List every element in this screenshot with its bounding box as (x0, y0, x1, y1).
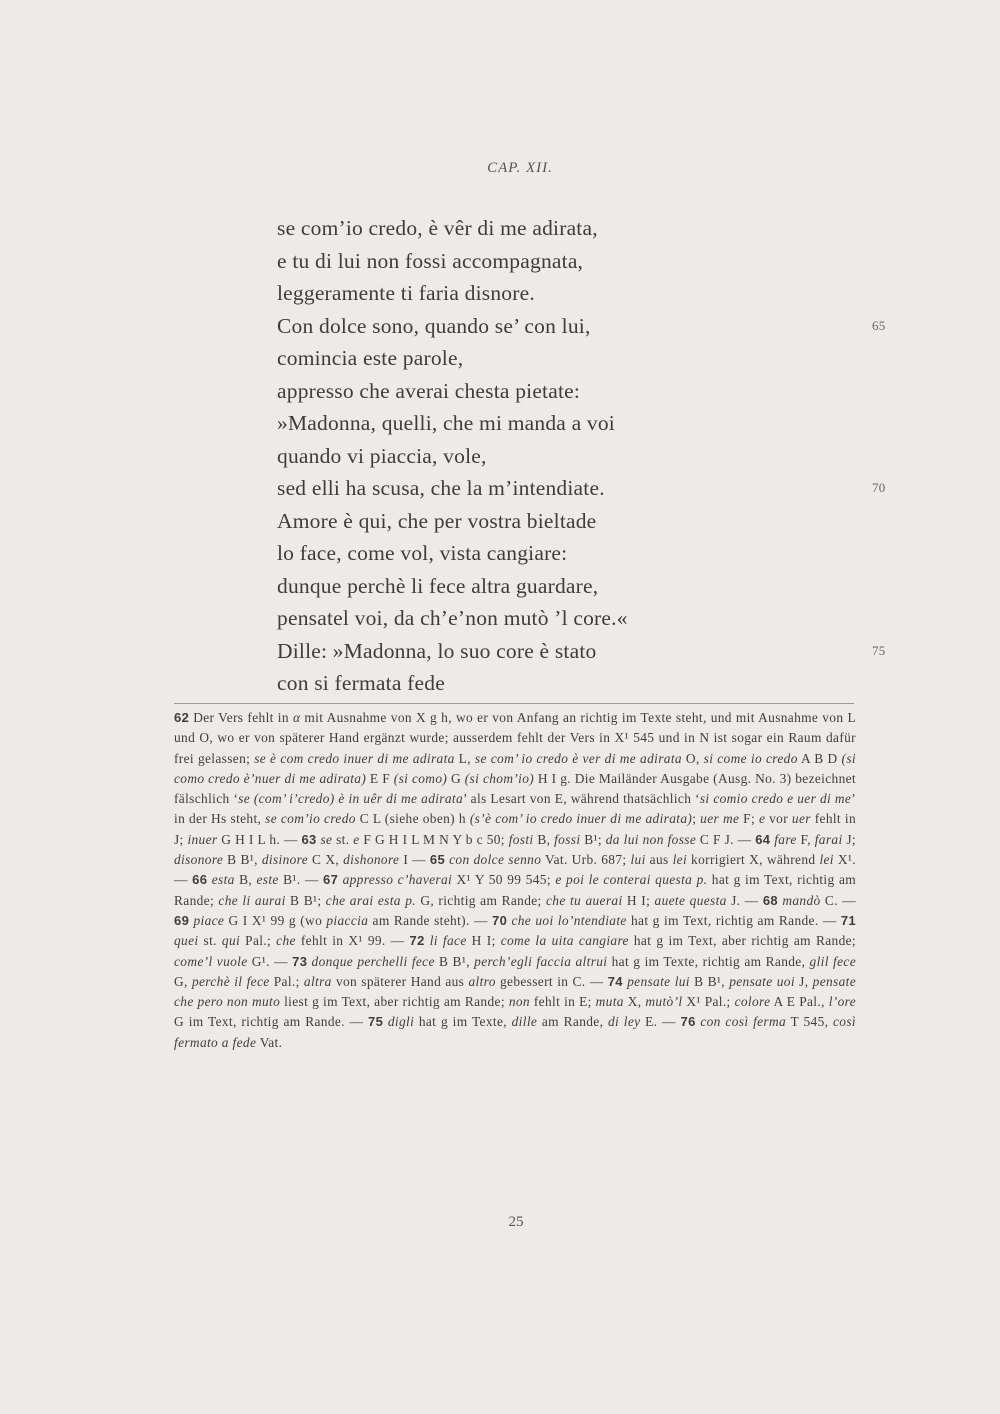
note-text: B, (533, 831, 555, 847)
note-text: gebessert in C. — (495, 973, 608, 989)
verse-text: e tu di lui non fossi accompagnata, (277, 248, 584, 273)
note-text: B B¹, (434, 953, 475, 969)
note-reading: dishonore (343, 852, 400, 868)
verse-text: dunque perchè li fece altra guardare, (277, 573, 599, 598)
verse-line (277, 342, 897, 375)
note-reading: muta (595, 994, 624, 1010)
note-reading: pensate lui (627, 973, 690, 989)
note-reading: uer (791, 811, 811, 827)
note-text: X¹ Y 50 99 545; (452, 872, 556, 888)
note-text: Vat. (256, 1034, 283, 1050)
note-text: G, (174, 973, 192, 989)
note-text: G H I L h. — (217, 831, 302, 847)
verse-text: appresso che averai chesta pietate: (277, 378, 581, 403)
note-text: G im Text, richtig am Rande. — (174, 1014, 368, 1030)
verse-line (277, 375, 897, 408)
note-text: am Rande, (537, 1014, 608, 1030)
note-reading: α (292, 710, 301, 725)
note-text: B, (234, 872, 257, 888)
note-text: C L (siehe oben) h (355, 811, 470, 827)
note-text: Pal.; (240, 933, 277, 949)
note-text: F, (796, 831, 815, 847)
note-text: X¹ Pal.; (682, 994, 735, 1010)
note-text: F; (739, 811, 759, 827)
line-number: 70 (872, 480, 886, 495)
note-reading: (si chom’io) (464, 770, 535, 786)
note-reading: donque perchelli fece (311, 953, 435, 969)
note-reading: esta (211, 872, 235, 888)
line-number: 65 (872, 317, 886, 333)
note-text: J, (794, 973, 813, 989)
note-text: Pal.; (269, 973, 304, 989)
note-reading: così fermato a fede (174, 1014, 856, 1050)
note-reading: se com’io credo (265, 811, 356, 827)
note-text: st. (198, 933, 222, 949)
note-reading: li face (429, 933, 467, 949)
note-reading: este (256, 872, 279, 888)
note-line-ref: 66 (192, 872, 208, 888)
note-reading: perchè il fece (191, 973, 270, 989)
verse-line (277, 667, 897, 700)
note-reading: lei (672, 852, 688, 868)
note-reading: e poi le conterai questa p. (555, 872, 708, 888)
note-text: am Rande steht). — (368, 912, 492, 928)
note-reading: farai (814, 831, 843, 847)
note-text: fehlt in X¹ 99. — (295, 933, 410, 949)
note-reading: se (320, 831, 333, 847)
note-text: T 545, (786, 1014, 834, 1030)
note-text: ; (692, 811, 701, 827)
note-text: O, (681, 750, 704, 766)
note-text: B B¹; (285, 892, 326, 908)
verse-text: lo face, come vol, vista cangiare: (277, 541, 568, 565)
verse-text: »Madonna, quelli, che mi manda a voi (277, 411, 615, 435)
note-reading: mandò (782, 892, 821, 908)
note-text: C X, (308, 852, 344, 868)
note-reading: disonore (174, 852, 224, 868)
note-line-ref: 65 (429, 852, 446, 868)
note-text: E F (366, 770, 394, 786)
verse-text: con si fermata fede (277, 671, 445, 695)
note-reading: (s’è com’ io credo inuer di me adirata) (469, 811, 693, 827)
note-text: H I; (466, 933, 501, 949)
note-reading: (si como) (393, 770, 448, 786)
note-reading: altro (468, 973, 496, 989)
note-reading: come’l vuole (174, 953, 248, 969)
note-reading: l’ore (828, 994, 856, 1010)
note-line-ref: 70 (491, 912, 508, 928)
note-text: st. (332, 831, 354, 847)
note-line-ref: 75 (367, 1014, 384, 1030)
note-text: A E Pal., (770, 994, 829, 1010)
note-reading: dille (511, 1014, 538, 1030)
note-text: B B¹, (689, 973, 730, 989)
note-text: J; (842, 831, 856, 847)
note-reading: non (508, 994, 530, 1010)
note-reading: lei (819, 852, 834, 868)
note-reading: come la uita cangiare (500, 933, 629, 949)
note-text: G¹. — (247, 953, 293, 969)
note-reading: glil fece (809, 953, 857, 969)
verse-block (277, 212, 897, 700)
verse-text: quando vi piaccia, vole, (277, 443, 487, 468)
verse-text: pensatel voi, da ch’e’non mutò ’l core.« (277, 606, 628, 630)
note-text: korrigiert X, während (687, 852, 820, 868)
note-text: fehlt in J; (174, 811, 857, 847)
note-text: I — (399, 852, 430, 868)
note-line-ref: 72 (409, 933, 425, 949)
verse-line (277, 440, 897, 473)
note-text: ’ in der Hs steht, (174, 791, 857, 827)
verse-line (277, 537, 897, 570)
verse-line (277, 245, 897, 278)
verse-line (277, 310, 897, 343)
verse-line (277, 505, 897, 538)
note-reading: piace (193, 912, 225, 928)
note-reading: che uoi lo’ntendiate (511, 912, 627, 928)
note-reading: se (com’ i’credo) è in uêr di me adirata (238, 791, 464, 807)
note-text: hat g im Text, richtig am Rande. — (626, 912, 841, 928)
note-reading: lui (630, 852, 646, 868)
note-text: X¹. — (174, 852, 856, 888)
note-reading: appresso c’haverai (342, 872, 453, 888)
note-reading: con così ferma (700, 1014, 787, 1030)
note-reading: pensate uoi (729, 973, 795, 989)
note-text: B¹; (580, 831, 606, 847)
note-reading: si comio credo e uer di me (699, 791, 852, 807)
note-text: B¹. — (278, 872, 324, 888)
note-reading: che li aurai (218, 892, 286, 908)
note-text: B B¹, (223, 852, 262, 868)
note-text: H I; (622, 892, 655, 908)
note-text: mit Ausnahme von X g h, wo er von Anfang an richtig im Texte steht, und mit Ausnahme von L und O, wo er von späterer Hand ergänzt wurde; ausserdem fehlt der Vers in X¹ 545 und in N ist sogar ein Raum dafür frei gelassen; (174, 710, 856, 766)
verse-text: sed elli ha scusa, che la m’intendiate. (277, 476, 605, 500)
note-text: L, (454, 750, 475, 766)
note-text: G, richtig am Rande; (415, 892, 546, 908)
note-text: G (447, 770, 465, 786)
note-reading: che arai esta p. (325, 892, 416, 908)
note-text: X, (623, 994, 646, 1010)
verse-text: Amore è qui, che per vostra bieltade (277, 508, 597, 533)
note-reading: fosti (508, 831, 534, 847)
verse-text: comincia este parole, (277, 346, 464, 370)
note-reading: se com’ io credo è ver di me adirata (474, 750, 682, 766)
verse-line (277, 212, 897, 245)
note-reading: mutò’l (645, 994, 683, 1010)
note-line-ref: 68 (762, 892, 778, 908)
note-line-ref: 63 (301, 831, 317, 847)
note-text: hat g im Texte, richtig am Rande, (607, 953, 810, 969)
note-reading: con dolce senno (449, 852, 542, 868)
note-text: Vat. Urb. 687; (541, 852, 631, 868)
note-reading: inuer (187, 831, 218, 847)
verse-line (277, 277, 897, 310)
critical-apparatus (174, 708, 856, 1053)
note-text: fehlt in E; (529, 994, 596, 1010)
page-number: 25 (508, 1214, 524, 1230)
note-reading: digli (387, 1014, 415, 1030)
note-reading: perch’egli faccia altrui (474, 953, 608, 969)
running-head: CAP. XII. (487, 160, 553, 176)
note-line-ref: 62 (174, 710, 190, 725)
verse-line (277, 635, 897, 668)
verse-text: se com’io credo, è vêr di me adirata, (277, 216, 598, 240)
verse-text: leggeramente ti faria disnore. (277, 281, 535, 305)
footnote-divider (174, 703, 854, 704)
note-line-ref: 74 (607, 973, 623, 989)
note-line-ref: 69 (174, 912, 190, 928)
note-text: hat g im Text, richtig am Rande; (174, 872, 857, 908)
verse-line (277, 602, 897, 635)
note-reading: pensate che pero non muto (174, 973, 857, 1010)
verse-text: Dille: »Madonna, lo suo core è stato (277, 638, 597, 663)
note-text: hat g im Texte, (414, 1014, 512, 1030)
note-reading: che (276, 933, 296, 949)
note-text: C. — (820, 892, 857, 908)
note-line-ref: 76 (680, 1014, 696, 1030)
note-text: C F J. — (696, 831, 756, 847)
note-text: G I X¹ 99 g (wo (224, 912, 327, 928)
note-text: aus (645, 852, 673, 868)
note-reading: (si como credo è’nuer di me adirata) (174, 750, 856, 786)
note-reading: di ley (607, 1014, 641, 1030)
note-reading: e (758, 811, 766, 827)
verse-line (277, 570, 897, 603)
note-reading: quei (174, 933, 199, 949)
verse-line (277, 472, 897, 505)
note-reading: fossi (554, 831, 581, 847)
note-reading: disinore (261, 852, 309, 868)
note-text: H I g. Die Mailänder Ausgabe (Ausg. No. 3) bezeichnet fälschlich ‘ (174, 770, 856, 807)
note-line-ref: 73 (292, 953, 308, 969)
note-text: E. — (640, 1014, 681, 1030)
note-reading: uer me (700, 811, 740, 827)
note-reading: altra (303, 973, 332, 989)
note-reading: si come io credo (703, 750, 798, 766)
note-text: F G H I L M N Y b c 50; (359, 831, 509, 847)
note-reading: e (353, 831, 360, 847)
note-text: ’ als Lesart von E, während thatsächlich ‘ (463, 791, 700, 807)
note-text: A B D (797, 750, 842, 766)
note-reading: fare (774, 831, 797, 847)
note-line-ref: 67 (323, 872, 339, 888)
note-text: liest g im Text, aber richtig am Rande; (280, 994, 509, 1010)
note-reading: piaccia (326, 912, 369, 928)
note-text: von späterer Hand aus (331, 973, 469, 989)
note-reading: colore (734, 994, 771, 1010)
note-reading: qui (221, 933, 241, 949)
note-reading: da lui non fosse (605, 831, 697, 847)
verse-line (277, 407, 897, 440)
note-text: J. — (726, 892, 763, 908)
note-line-ref: 71 (840, 912, 857, 928)
note-line-ref: 64 (755, 831, 771, 847)
note-text: vor (765, 811, 792, 827)
line-number: 75 (872, 642, 886, 658)
note-text: Der Vers fehlt in (189, 710, 293, 725)
note-reading: se è com credo inuer di me adirata (254, 750, 455, 766)
note-reading: che tu auerai (545, 892, 623, 908)
note-text: hat g im Text, aber richtig am Rande; (628, 933, 856, 949)
verse-text: Con dolce sono, quando se’ con lui, (277, 313, 591, 338)
note-reading: auete questa (654, 892, 727, 908)
